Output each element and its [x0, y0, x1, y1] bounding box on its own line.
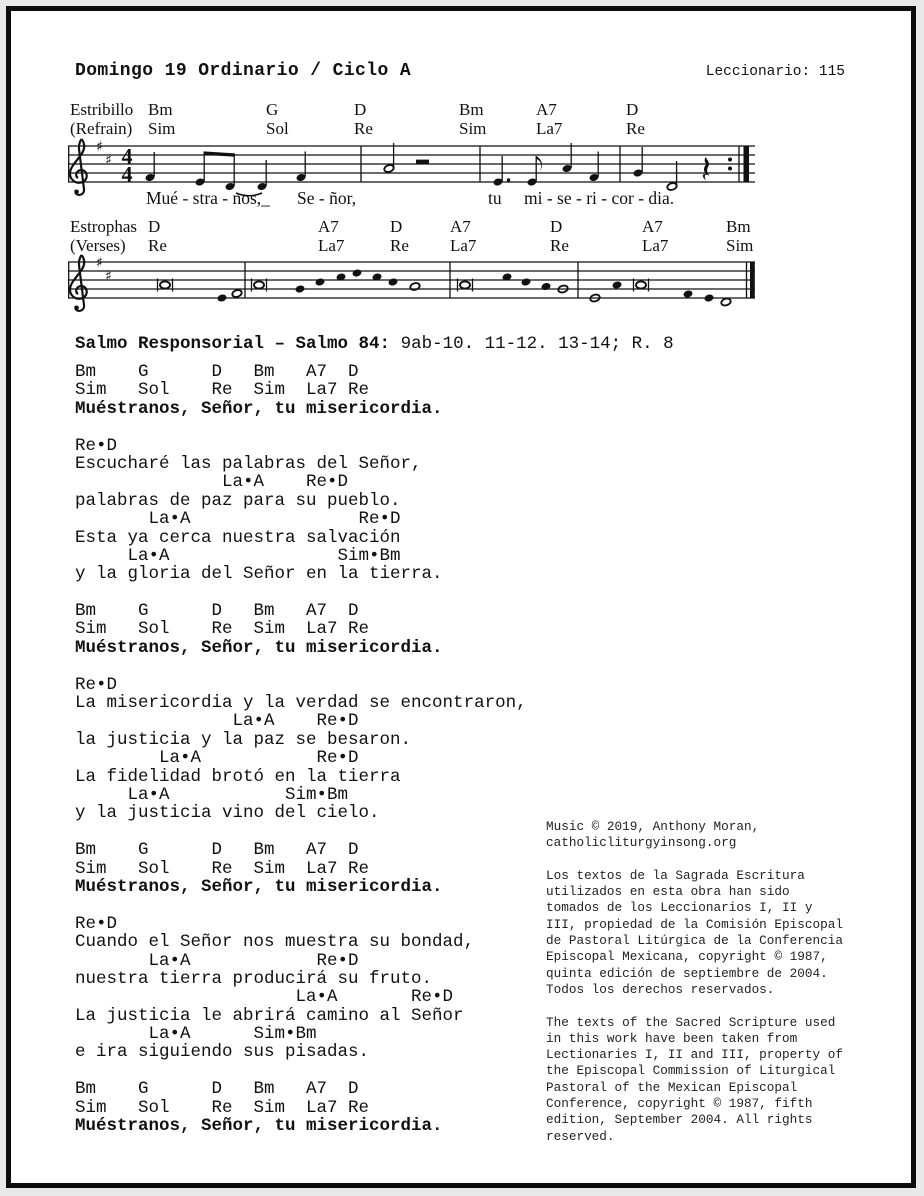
augmentation-dot: [507, 178, 510, 181]
staff-lines: [68, 262, 755, 298]
text-line: y la gloria del Señor en la tierra.: [75, 564, 443, 585]
text-line: Sim Sol Re Sim La7 Re: [75, 858, 370, 879]
text-line: Music © 2019, Anthony Moran,: [546, 819, 760, 834]
text-line: in this work have been taken from: [546, 1030, 798, 1046]
chord-en: Bm: [726, 217, 751, 236]
text-line: [75, 823, 527, 841]
chord-en: D: [148, 217, 161, 236]
text-line: Los textos de la Sagrada Escritura: [546, 867, 805, 883]
chord-en: D: [354, 100, 367, 119]
refrain-text-line: Muéstranos, Señor, tu misericordia.: [75, 1116, 443, 1137]
text-line: La•A Re•D: [75, 748, 359, 769]
text-line: La misericordia y la verdad se encontraron,: [75, 693, 527, 714]
chord-es: Sol: [266, 119, 289, 138]
sharp-icon: ♯: [105, 268, 112, 285]
text-line: [75, 896, 527, 914]
text-line: [75, 657, 527, 675]
refrain-label-es: Estribillo: [70, 100, 134, 119]
chord-en: A7: [536, 100, 557, 119]
lyric-syllables: mi - se - ri - cor - dia.: [524, 188, 675, 208]
text-line: tomados de los Leccionarios I, II y: [546, 900, 813, 916]
text-line: La•A Re•D: [75, 472, 349, 493]
text-line: quinta edición de septiembre de 2004.: [546, 965, 828, 981]
chord-en: A7: [450, 217, 471, 236]
text-line: Bm G D Bm A7 D: [75, 840, 359, 861]
text-line: [546, 852, 843, 868]
psalm-heading: [75, 334, 674, 354]
lyric-syllables: tu: [488, 188, 502, 208]
text-line: The texts of the Sacred Scripture used: [546, 1014, 836, 1030]
time-signature: [122, 144, 133, 187]
chord-es: Re: [390, 236, 409, 255]
text-line: Pastoral of the Mexican Episcopal: [546, 1079, 798, 1095]
text-line: La•A Re•D: [75, 950, 359, 971]
text-line: Escucharé las palabras del Señor,: [75, 453, 422, 474]
text-line: La fidelidad brotó en la tierra: [75, 766, 401, 787]
psalm-tone-measure-4: [589, 279, 731, 307]
text-line: La•A Sim•Bm: [75, 545, 401, 566]
notes-measure-2: [383, 143, 429, 173]
refrain-text-line: Muéstranos, Señor, tu misericordia.: [75, 398, 443, 419]
text-line: [546, 998, 843, 1014]
treble-clef-icon: [70, 139, 87, 195]
chord-en: A7: [318, 217, 339, 236]
psalm-tone-measure-2: [252, 268, 421, 293]
text-line: [75, 584, 527, 602]
quarter-rest: [703, 157, 710, 181]
psalm-body: [75, 363, 527, 1135]
text-line: catholicliturgyinsong.org: [546, 835, 737, 851]
svg-text:4: 4: [121, 143, 133, 169]
text-line: the Episcopal Commission of Liturgical: [546, 1063, 836, 1079]
text-line: palabras de paz para su pueblo.: [75, 490, 401, 511]
text-line: Cuando el Señor nos muestra su bondad,: [75, 932, 475, 953]
sharp-icon: ♯: [96, 255, 103, 271]
chord-en: G: [266, 100, 279, 119]
text-line: edition, September 2004. All rights: [546, 1112, 813, 1128]
text-line: Bm G D Bm A7 D: [75, 1079, 359, 1100]
text-line: Lectionaries I, II and III, property of: [546, 1047, 843, 1063]
chord-es: Sim: [726, 236, 754, 255]
chord-es: Re: [354, 119, 373, 138]
text-line: Bm G D Bm A7 D: [75, 362, 359, 382]
verses-staff: [60, 252, 760, 324]
text-line: La•A Sim•Bm: [75, 1024, 317, 1045]
chord-es: La7: [318, 236, 345, 255]
text-line: La•A Re•D: [75, 987, 454, 1008]
text-line: La•A Sim•Bm: [75, 784, 349, 805]
text-line: [75, 1062, 527, 1080]
chord-es: Sim: [459, 119, 487, 138]
text-line: e ira siguiendo sus pisadas.: [75, 1042, 370, 1063]
chord-en: D: [550, 217, 563, 236]
refrain-text-line: Muéstranos, Señor, tu misericordia.: [75, 876, 443, 897]
text-line: nuestra tierra producirá su fruto.: [75, 968, 433, 989]
staff-lines: [68, 143, 755, 182]
text-line: utilizados en esta obra han sido: [546, 884, 790, 900]
notes-measure-4: [633, 147, 710, 191]
chord-es: La7: [536, 119, 563, 138]
chord-es: La7: [642, 236, 669, 255]
chord-es: Sim: [148, 119, 176, 138]
refrain-label-en: (Refrain): [70, 119, 133, 138]
text-line: Bm G D Bm A7 D: [75, 601, 359, 622]
notes-measure-3: [493, 143, 600, 187]
text-line: Sim Sol Re Sim La7 Re: [75, 380, 370, 401]
text-line: La•A Re•D: [75, 509, 401, 530]
chord-es: Re: [148, 236, 167, 255]
text-line: III, propiedad de la Comisión Episcopal: [546, 916, 843, 932]
text-line: y la justicia vino del cielo.: [75, 803, 380, 824]
lectionary-ref: Leccionario: 115: [705, 64, 845, 80]
psalm-heading-verses: 9ab-10. 11-12. 13-14; R. 8: [390, 334, 674, 354]
text-line: Esta ya cerca nuestra salvación: [75, 527, 401, 548]
chord-en: Bm: [459, 100, 484, 119]
text-line: Re•D: [75, 435, 118, 456]
text-line: Sim Sol Re Sim La7 Re: [75, 619, 370, 640]
text-line: Re•D: [75, 913, 118, 934]
chord-en: A7: [642, 217, 663, 236]
chord-es: Re: [626, 119, 645, 138]
chord-es: Re: [550, 236, 569, 255]
text-line: Sim Sol Re Sim La7 Re: [75, 1097, 370, 1118]
sharp-icon: ♯: [96, 139, 103, 155]
psalm-heading-title: Salmo Responsorial – Salmo 84:: [75, 334, 391, 354]
svg-text:4: 4: [121, 161, 133, 187]
lyric-syllables: Mué - stra - nos,_: [146, 188, 270, 208]
text-line: Conference, copyright © 1987, fifth: [546, 1096, 813, 1112]
text-line: de Pastoral Litúrgica de la Conferencia: [546, 933, 843, 949]
half-rest: [416, 160, 429, 164]
credits-block: [546, 819, 843, 1145]
text-line: La•A Re•D: [75, 711, 359, 732]
chord-en: D: [390, 217, 403, 236]
psalm-tone-measure-1: [158, 279, 243, 303]
verses-label-es: Estrophas: [70, 217, 138, 236]
refrain-text-line: Muéstranos, Señor, tu misericordia.: [75, 637, 443, 658]
text-line: la justicia y la paz se besaron.: [75, 729, 412, 750]
sharp-icon: ♯: [105, 152, 112, 169]
chord-es: La7: [450, 236, 477, 255]
text-line: [75, 418, 527, 436]
text-line: La justicia le abrirá camino al Señor: [75, 1005, 464, 1026]
psalm-tone-measure-3: [458, 272, 569, 293]
text-line: Todos los derechos reservados.: [546, 981, 775, 997]
text-line: Re•D: [75, 674, 118, 695]
text-line: Episcopal Mexicana, copyright © 1987,: [546, 949, 828, 965]
chord-en: Bm: [148, 100, 173, 119]
verses-label-en: (Verses): [70, 236, 126, 255]
chord-en: D: [626, 100, 639, 119]
treble-clef-icon: [70, 255, 87, 311]
page-title: Domingo 19 Ordinario / Ciclo A: [75, 61, 412, 81]
text-line: reserved.: [546, 1128, 615, 1144]
lyric-syllables: Se - ñor,: [297, 188, 357, 208]
beam: [204, 151, 236, 156]
